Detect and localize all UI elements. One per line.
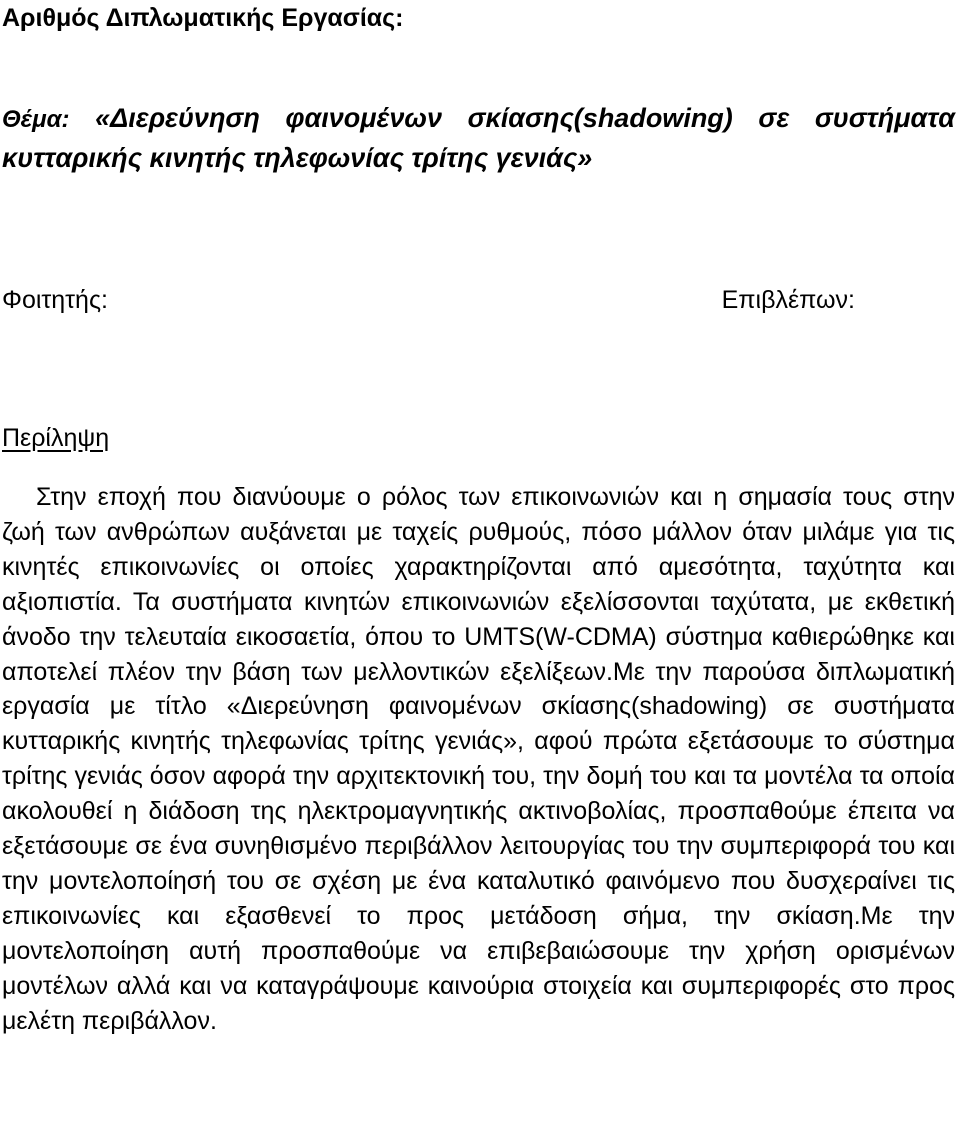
people-row <box>0 282 960 322</box>
subject-label: Θέμα: <box>2 106 70 133</box>
subject-title: «Διερεύνηση φαινομένων σκίασης(shadowing) σε συστήματα κυτταρικής κινητής τηλεφωνίας τρίτης γενιάς» <box>2 103 955 173</box>
student-label: Φοιτητής: <box>2 286 108 314</box>
abstract-paragraph: Στην εποχή που διανύουμε ο ρόλος των επικοινωνιών και η σημασία τους στην ζωή των ανθρώπων αυξάνεται με ταχείς ρυθμούς, πόσο μάλλον όταν μιλάμε για τις κινητές επικοινωνίες οι οποίες χαρακτηρίζονται από αμεσότητα, ταχύτητα και αξιοπιστία. Τα συστήματα κινητών επικοινωνιών εξελίσσονται ταχύτατα, με εκθετική άνοδο την τελευταία εικοσαετία, όπου το UMTS(W-CDMA) σύστημα καθιερώθηκε και αποτελεί πλέον την βάση των μελλοντικών εξελίξεων.Με την παρούσα διπλωματική εργασία με τίτλο «Διερεύνηση φαινομένων σκίασης(shadowing) σε συστήματα κυτταρικής κινητής τηλεφωνίας τρίτης γενιάς», αφού πρώτα εξετάσουμε το σύστημα τρίτης γενιάς όσον αφορά την αρχιτεκτονική του, την δομή του και τα μοντέλα τα οποία ακολουθεί η διάδοση της ηλεκτρομαγνητικής ακτινοβολίας, προσπαθούμε έπειτα να εξετάσουμε σε ένα συνηθισμένο περιβάλλον λειτουργίας του την συμπεριφορά του και την μοντελοποίησή του σε σχέση με ένα καταλυτικό φαινόμενο που δυσχεραίνει τις επικοινωνίες και εξασθενεί το προς μετάδοση σήμα, την σκίαση.Με την μοντελοποίηση αυτή προσπαθούμε να επιβεβαιώσουμε την χρήση ορισμένων μοντέλων αλλά και να καταγράψουμε καινούρια στοιχεία και συμπεριφορές στο προς μελέτη περιβάλλον. <box>2 483 955 1035</box>
thesis-subject <box>2 99 955 177</box>
supervisor-label: Επιβλέπων: <box>721 286 855 314</box>
abstract-heading: Περίληψη <box>2 424 110 452</box>
thesis-number-label: Αριθμός Διπλωματικής Εργασίας: <box>2 4 404 32</box>
